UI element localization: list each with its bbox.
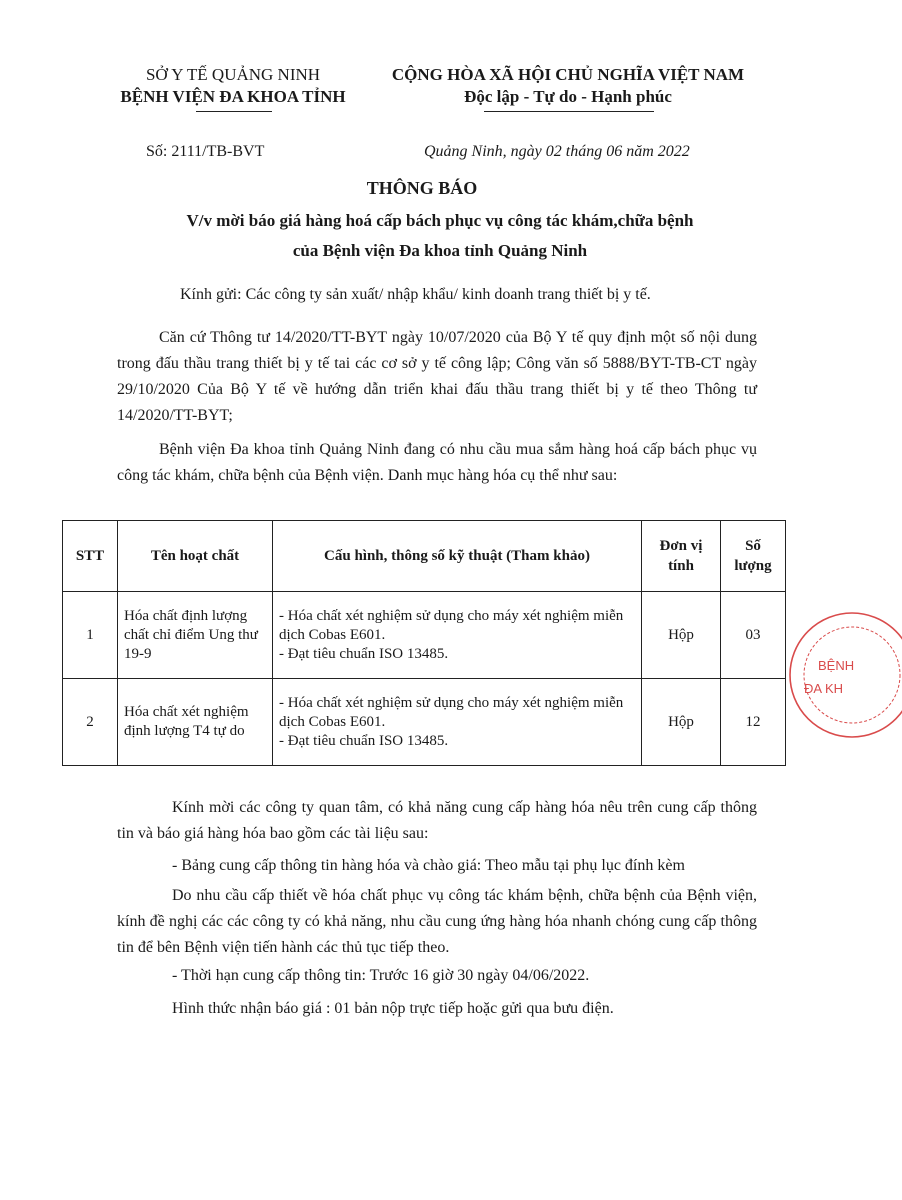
hospital-stamp — [782, 600, 902, 750]
header-unit: Đơn vị tính — [642, 521, 721, 592]
paragraph-deadline: - Thời hạn cung cấp thông tin: Trước 16 giờ 30 ngày 04/06/2022. — [172, 967, 590, 984]
document-title: THÔNG BÁO — [366, 178, 478, 198]
issuer-header — [78, 64, 388, 108]
header-underline — [196, 111, 272, 112]
paragraph-submission: Hình thức nhận báo giá : 01 bản nộp trực tiếp hoặc gửi qua bưu điện. — [172, 1000, 614, 1017]
cell-unit: Hộp — [642, 592, 721, 679]
national-motto: Độc lập - Tự do - Hạnh phúc — [464, 87, 672, 106]
paragraph-invitation: Kính mời các công ty quan tâm, có khả năng cung cấp hàng hóa nêu trên cung cấp thông tin và báo giá hàng hóa bao gồm các tài liệu sau: — [117, 799, 757, 842]
stamp-outer-ring — [790, 613, 902, 737]
subtitle-line-2: của Bệnh viện Đa khoa tỉnh Quảng Ninh — [292, 241, 588, 260]
cell-spec — [273, 679, 642, 766]
cell-name: Hóa chất định lượng chất chỉ điểm Ung thư 19-9 — [118, 592, 273, 679]
header-name: Tên hoạt chất — [118, 521, 273, 592]
header-spec: Cấu hình, thông số kỹ thuật (Tham khảo) — [273, 521, 642, 592]
stamp-text-line-2: ĐA KH — [804, 681, 844, 696]
paragraph-need: Bệnh viện Đa khoa tỉnh Quảng Ninh đang có nhu cầu mua sắm hàng hoá cấp bách phục vụ công tác khám, chữa bệnh của Bệnh viện. Danh mục hàng hóa cụ thể như sau: — [117, 441, 757, 484]
stamp-inner-ring — [804, 627, 900, 723]
place-date: Quảng Ninh, ngày 02 tháng 06 năm 2022 — [424, 143, 690, 160]
paragraph-urgency: Do nhu cầu cấp thiết về hóa chất phục vụ công tác khám bệnh, chữa bệnh của Bệnh viện, kính đề nghị các các công ty có khả năng, nhu cầu cung ứng hàng hóa nhanh chóng cung cấp thông tin để bên Bệnh viện tiến hành các thủ tục tiếp theo. — [117, 887, 757, 956]
document-subtitle — [100, 206, 780, 266]
cell-stt: 2 — [63, 679, 118, 766]
department-name: SỞ Y TẾ QUẢNG NINH — [145, 65, 321, 84]
spec-line: - Hóa chất xét nghiệm sử dụng cho máy xét nghiệm miễn dịch Cobas E601. — [279, 607, 624, 643]
cell-unit: Hộp — [642, 679, 721, 766]
hospital-name: BỆNH VIỆN ĐA KHOA TỈNH — [120, 87, 346, 106]
paragraph-documents: - Bảng cung cấp thông tin hàng hóa và chào giá: Theo mẫu tại phụ lục đính kèm — [172, 857, 685, 874]
table-row — [63, 592, 786, 679]
cell-qty: 12 — [721, 679, 786, 766]
spec-line: - Đạt tiêu chuẩn ISO 13485. — [279, 645, 449, 662]
table-row — [63, 679, 786, 766]
cell-qty: 03 — [721, 592, 786, 679]
greeting: Kính gửi: Các công ty sản xuất/ nhập khẩu/ kinh doanh trang thiết bị y tế. — [180, 286, 651, 303]
goods-table — [62, 520, 786, 766]
header-stt: STT — [63, 521, 118, 592]
motto-underline — [484, 111, 654, 112]
header-qty: Số lượng — [721, 521, 786, 592]
cell-stt: 1 — [63, 592, 118, 679]
subtitle-line-1: V/v mời báo giá hàng hoá cấp bách phục vụ công tác khám,chữa bệnh — [186, 211, 694, 230]
national-header — [378, 64, 758, 108]
table-header-row — [63, 521, 786, 592]
cell-name: Hóa chất xét nghiệm định lượng T4 tự do — [118, 679, 273, 766]
stamp-text-line-1: BỆNH — [818, 658, 855, 673]
cell-spec — [273, 592, 642, 679]
spec-line: - Hóa chất xét nghiệm sử dụng cho máy xét nghiệm miễn dịch Cobas E601. — [279, 694, 624, 730]
paragraph-legal-basis: Căn cứ Thông tư 14/2020/TT-BYT ngày 10/07/2020 của Bộ Y tế quy định một số nội dung trong đấu thầu trang thiết bị y tế tai các cơ sở y tế công lập; Công văn số 5888/BYT-TB-CT ngày 29/10/2020 Của Bộ Y tế về hướng dẫn triển khai đấu thầu trang thiết bị y tế theo Thông tư 14/2020/TT-BYT; — [117, 329, 757, 424]
document-number: Số: 2111/TB-BVT — [146, 143, 265, 160]
spec-line: - Đạt tiêu chuẩn ISO 13485. — [279, 732, 449, 749]
nation-name: CỘNG HÒA XÃ HỘI CHỦ NGHĨA VIỆT NAM — [391, 65, 745, 84]
